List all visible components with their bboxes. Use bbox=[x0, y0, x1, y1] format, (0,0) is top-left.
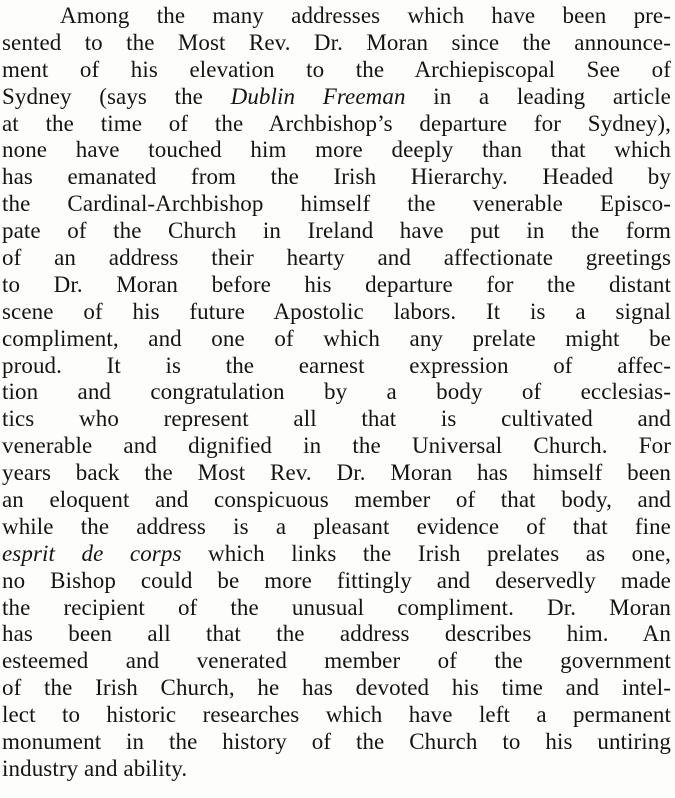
text-line bbox=[2, 460, 671, 487]
italic-phrase: Dublin Freeman bbox=[230, 83, 406, 109]
text-line bbox=[2, 514, 671, 541]
text-line bbox=[2, 595, 671, 622]
text-segment: ment of his elevation to the Archiepiscopal See of bbox=[2, 56, 671, 82]
text-line bbox=[2, 164, 671, 191]
text-line bbox=[2, 353, 671, 380]
text-segment: esteemed and venerated member of the government bbox=[2, 648, 671, 674]
text-line bbox=[2, 729, 671, 756]
text-line bbox=[2, 218, 671, 245]
text-line bbox=[2, 406, 671, 433]
text-line bbox=[2, 379, 671, 406]
text-segment: lect to historic researches which have left a permanent bbox=[2, 702, 671, 728]
text-line bbox=[2, 326, 671, 353]
text-line bbox=[2, 272, 671, 299]
text-segment: no Bishop could be more fittingly and deservedly made bbox=[2, 567, 671, 593]
text-segment: sented to the Most Rev. Dr. Moran since the announce- bbox=[2, 29, 671, 55]
text-segment: pate of the Church in Ireland have put in the form bbox=[2, 218, 671, 244]
text-segment: compliment, and one of which any prelate might be bbox=[2, 325, 671, 351]
text-line bbox=[2, 541, 671, 568]
text-segment: at the time of the Archbishop’s departure for Sydney), bbox=[2, 110, 671, 136]
text-segment: to Dr. Moran before his departure for the distant bbox=[2, 271, 671, 297]
text-segment: tics who represent all that is cultivated and bbox=[2, 406, 671, 432]
text-line bbox=[2, 30, 671, 57]
text-line bbox=[2, 3, 671, 30]
text-line bbox=[2, 675, 671, 702]
text-segment: while the address is a pleasant evidence of that fine bbox=[2, 513, 671, 539]
text-line bbox=[2, 299, 671, 326]
text-line bbox=[2, 621, 671, 648]
text-line bbox=[2, 568, 671, 595]
text-segment: which links the Irish prelates as one, bbox=[181, 540, 671, 566]
text-segment: an eloquent and conspicuous member of that body, and bbox=[2, 487, 671, 513]
text-segment: years back the Most Rev. Dr. Moran has himself been bbox=[2, 460, 671, 486]
article-body bbox=[2, 3, 671, 783]
text-segment: scene of his future Apostolic labors. It is a signal bbox=[2, 298, 671, 324]
text-segment: industry and ability. bbox=[2, 755, 188, 781]
text-line bbox=[2, 137, 671, 164]
text-line bbox=[2, 433, 671, 460]
text-line bbox=[2, 57, 671, 84]
text-line bbox=[2, 702, 671, 729]
text-segment: the recipient of the unusual compliment. Dr. Moran bbox=[2, 594, 671, 620]
text-line bbox=[2, 111, 671, 138]
text-segment: venerable and dignified in the Universal Church. For bbox=[2, 433, 671, 459]
text-line bbox=[2, 487, 671, 514]
text-segment: of an address their hearty and affectionate greetings bbox=[2, 245, 671, 271]
text-line bbox=[2, 245, 671, 272]
text-segment: the Cardinal-Archbishop himself the venerable Episco- bbox=[2, 191, 671, 217]
text-line bbox=[2, 756, 671, 783]
italic-phrase: esprit de corps bbox=[2, 540, 182, 566]
text-segment: tion and congratulation by a body of ecclesias- bbox=[2, 379, 671, 405]
text-segment: of the Irish Church, he has devoted his time and intel- bbox=[2, 675, 671, 701]
text-segment: Sydney (says the bbox=[2, 83, 231, 109]
text-segment: monument in the history of the Church to his untiring bbox=[2, 729, 671, 755]
text-segment: none have touched him more deeply than that which bbox=[2, 137, 671, 163]
text-line bbox=[2, 191, 671, 218]
text-segment: Among the many addresses which have been pre- bbox=[60, 3, 671, 28]
text-line bbox=[2, 84, 671, 111]
text-segment: has been all that the address describes him. An bbox=[2, 621, 671, 647]
text-line bbox=[2, 648, 671, 675]
text-segment: in a leading article bbox=[405, 83, 671, 109]
text-segment: proud. It is the earnest expression of affec- bbox=[2, 352, 671, 378]
text-segment: has emanated from the Irish Hierarchy. Headed by bbox=[2, 164, 671, 190]
